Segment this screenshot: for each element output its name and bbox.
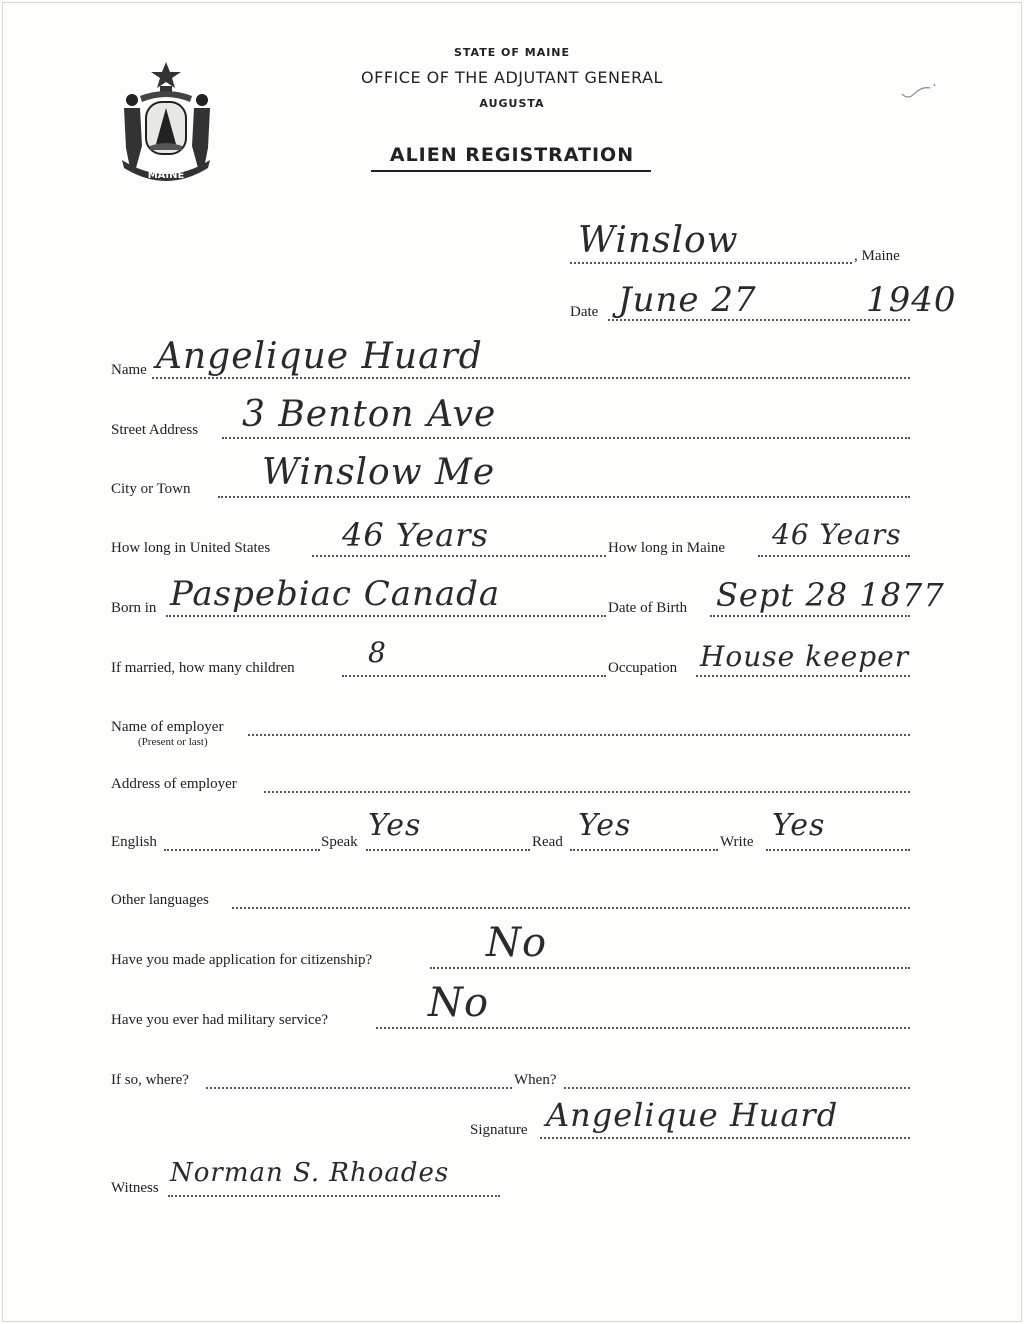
title-underline bbox=[371, 170, 651, 172]
other-languages-line bbox=[232, 907, 910, 909]
witness-line bbox=[168, 1195, 500, 1197]
occupation-entry: House keeper bbox=[700, 640, 910, 673]
write-label: Write bbox=[720, 834, 754, 850]
city-line bbox=[218, 496, 910, 498]
street-entry: 3 Benton Ave bbox=[242, 394, 497, 435]
name-entry: Angelique Huard bbox=[156, 336, 483, 377]
read-line bbox=[570, 849, 718, 851]
maine-suffix: , Maine bbox=[854, 248, 900, 264]
name-label: Name bbox=[111, 362, 147, 378]
military-entry: No bbox=[428, 980, 490, 1026]
signature-entry: Angelique Huard bbox=[546, 1096, 839, 1134]
name-line bbox=[152, 377, 910, 379]
witness-label: Witness bbox=[111, 1180, 159, 1196]
citizenship-entry: No bbox=[486, 920, 548, 966]
speak-line bbox=[366, 849, 530, 851]
dob-line bbox=[710, 615, 910, 617]
other-languages-label: Other languages bbox=[111, 892, 209, 908]
where-line bbox=[206, 1087, 512, 1089]
employer-address-label: Address of employer bbox=[111, 776, 237, 792]
date-year-entry: 1940 bbox=[866, 280, 957, 320]
street-line bbox=[222, 437, 910, 439]
employer-sublabel: (Present or last) bbox=[138, 736, 208, 748]
form-title: ALIEN REGISTRATION bbox=[389, 144, 635, 166]
military-line bbox=[376, 1027, 910, 1029]
citizenship-label: Have you made application for citizenship? bbox=[111, 952, 373, 968]
children-line bbox=[342, 675, 606, 677]
employer-label: Name of employer bbox=[111, 719, 224, 735]
how-long-us-label: How long in United States bbox=[111, 540, 271, 556]
write-line bbox=[766, 849, 910, 851]
speak-label: Speak bbox=[321, 834, 358, 850]
town-line bbox=[570, 262, 852, 264]
dob-entry: Sept 28 1877 bbox=[716, 576, 945, 614]
signature-label: Signature bbox=[470, 1122, 528, 1138]
how-long-maine-label: How long in Maine bbox=[608, 540, 726, 556]
born-line bbox=[166, 615, 606, 617]
witness-entry: Norman S. Rhoades bbox=[170, 1158, 450, 1188]
signature-line bbox=[540, 1137, 910, 1139]
dob-label: Date of Birth bbox=[608, 600, 688, 616]
seal-label: MAINE bbox=[147, 170, 185, 181]
how-long-us-entry: 46 Years bbox=[342, 516, 489, 554]
children-entry: 8 bbox=[368, 636, 387, 669]
read-label: Read bbox=[532, 834, 563, 850]
occupation-line bbox=[696, 675, 910, 677]
when-line bbox=[564, 1087, 910, 1089]
office-heading: OFFICE OF THE ADJUTANT GENERAL bbox=[361, 68, 663, 87]
employer-address-line bbox=[264, 791, 910, 793]
state-heading: STATE OF MAINE bbox=[453, 46, 571, 59]
city-entry: Winslow Me bbox=[262, 452, 496, 493]
when-label: When? bbox=[514, 1072, 557, 1088]
date-label: Date bbox=[570, 304, 599, 320]
children-label: If married, how many children bbox=[111, 660, 295, 676]
employer-line bbox=[248, 734, 910, 736]
read-entry: Yes bbox=[578, 808, 632, 843]
military-label: Have you ever had military service? bbox=[111, 1012, 328, 1028]
how-long-maine-line bbox=[758, 555, 910, 557]
english-line bbox=[164, 849, 320, 851]
check-mark-icon bbox=[900, 80, 940, 102]
how-long-us-line bbox=[312, 555, 606, 557]
born-label: Born in bbox=[111, 600, 157, 616]
write-entry: Yes bbox=[772, 808, 826, 843]
street-label: Street Address bbox=[111, 422, 199, 438]
date-entry: June 27 bbox=[618, 280, 757, 320]
city-heading: AUGUSTA bbox=[479, 97, 545, 110]
town-entry: Winslow bbox=[578, 220, 739, 261]
how-long-maine-entry: 46 Years bbox=[772, 518, 902, 551]
speak-entry: Yes bbox=[368, 808, 422, 843]
where-label: If so, where? bbox=[111, 1072, 189, 1088]
city-label: City or Town bbox=[111, 481, 191, 497]
citizenship-line bbox=[430, 967, 910, 969]
english-label: English bbox=[111, 834, 157, 850]
maine-seal-icon bbox=[110, 56, 222, 186]
born-entry: Paspebiac Canada bbox=[170, 574, 501, 614]
occupation-label: Occupation bbox=[608, 660, 678, 676]
